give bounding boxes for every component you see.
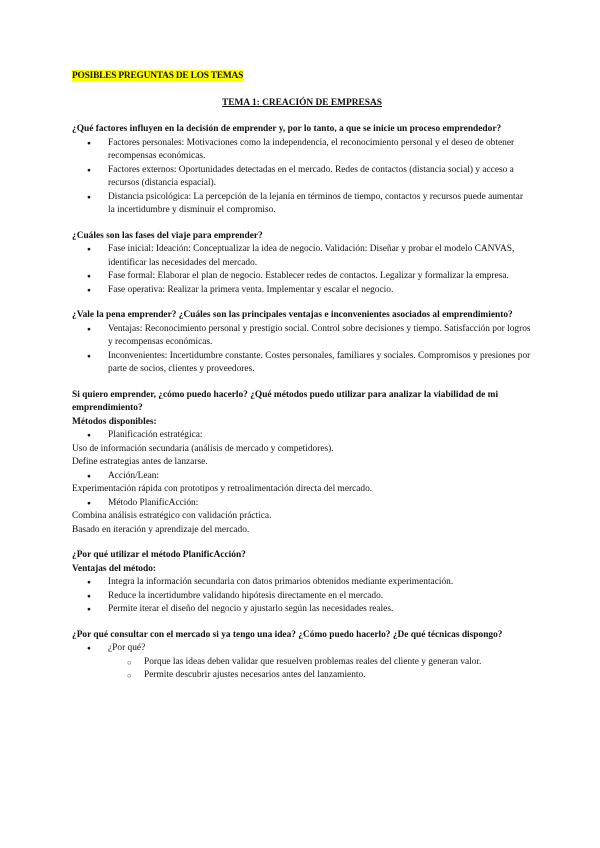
method-line: Combina análisis estratégico con validación práctica. [72,511,272,521]
question: ¿Qué factores influyen en la decisión de emprender y, por lo tanto, a que se inicie un proceso emprendedor? [72,124,502,134]
sub-list-item: ○ Permite descubrir ajustes necesarios antes del lanzamiento. [72,669,532,683]
list-item: ● Ventajas: Reconocimiento personal y prestigio social. Control sobre decisiones y tiempo. Satisfacción por logros y recompensas económicas. [72,323,532,350]
list-item: ● Fase operativa: Realizar la primera venta. Implementar y escalar el negocio. [72,284,532,298]
question: ¿Por qué consultar con el mercado si ya tengo una idea? ¿Cómo puedo hacerlo? ¿De qué técnicas dispongo? [72,629,503,640]
list-item: ● Integra la información secundaria con datos primarios obtenidos mediante experimentación. [72,576,532,590]
question: ¿Vale la pena emprender? ¿Cuáles son las principales ventajas e inconvenientes asociados al emprendimiento? [72,310,513,320]
method-item: ● Acción/Lean: [72,470,532,484]
method-line: Uso de información secundaria (análisis de mercado y competidores). [72,443,334,454]
section-planificaccion [72,549,532,617]
list-item: ● Factores personales: Motivaciones como la independencia, el reconocimiento personal y el deseo de obtener recompensas económicas. [72,137,532,164]
highlighted-heading: POSIBLES PREGUNTAS DE LOS TEMAS [72,71,244,81]
list-item: ● Distancia psicológica: La percepción de la lejanía en términos de tiempo, contactos y recursos puede aumentar la incertidumbre y disminuir el compromiso. [72,191,532,218]
document-title: TEMA 1: CREACIÓN DE EMPRESAS [222,98,382,108]
method-line: Experimentación rápida con prototipos y retroalimentación directa del mercado. [72,484,373,494]
list-item: ● Fase inicial: Ideación: Conceptualizar la idea de negocio. Validación: Diseñar y probar el modelo CANVAS, identificar las necesidades del mercado. [72,243,532,270]
question: ¿Cuáles son las fases del viaje para emprender? [72,230,263,241]
methods-intro: Métodos disponibles: [72,416,157,427]
section-mercado [72,629,532,683]
section-ventajas [72,309,532,377]
method-item: ● Método PlanificAcción: [72,497,532,511]
question: ¿Por qué utilizar el método PlanificAcción? [72,550,246,560]
document-page [72,70,532,683]
list-item: ● Permite iterar el diseño del negocio y ajustarlo según las necesidades reales. [72,603,532,617]
method-line: Define estrategias antes de lanzarse. [72,457,208,467]
section-fases [72,230,532,298]
list-item: ● Factores externos: Oportunidades detectadas en el mercado. Redes de contactos (distancia social) y acceso a recursos (distancia espacial). [72,164,532,191]
sub-list-item: ○ Porque las ideas deben validar que resuelven problemas reales del cliente y generan valor. [72,656,532,670]
section-factores [72,123,532,218]
method-item: ● Planificación estratégica: [72,429,532,443]
list-item: ● Reduce la incertidumbre validando hipótesis directamente en el mercado. [72,590,532,604]
section-metodos [72,389,532,538]
list-item: ● Inconvenientes: Incertidumbre constante. Costes personales, familiares y sociales. Compromisos y presiones por parte de socios, clientes y proveedores. [72,350,532,377]
list-item: ● Fase formal: Elaborar el plan de negocio. Establecer redes de contactos. Legalizar y formalizar la empresa. [72,270,532,284]
list-item: ● ¿Por qué? [72,642,532,656]
question: Si quiero emprender, ¿cómo puedo hacerlo? ¿Qué métodos puedo utilizar para analizar la viabilidad de mi emprendimiento? [72,389,499,413]
method-line: Basado en iteración y aprendizaje del mercado. [72,524,250,535]
advantages-intro: Ventajas del método: [72,563,157,574]
